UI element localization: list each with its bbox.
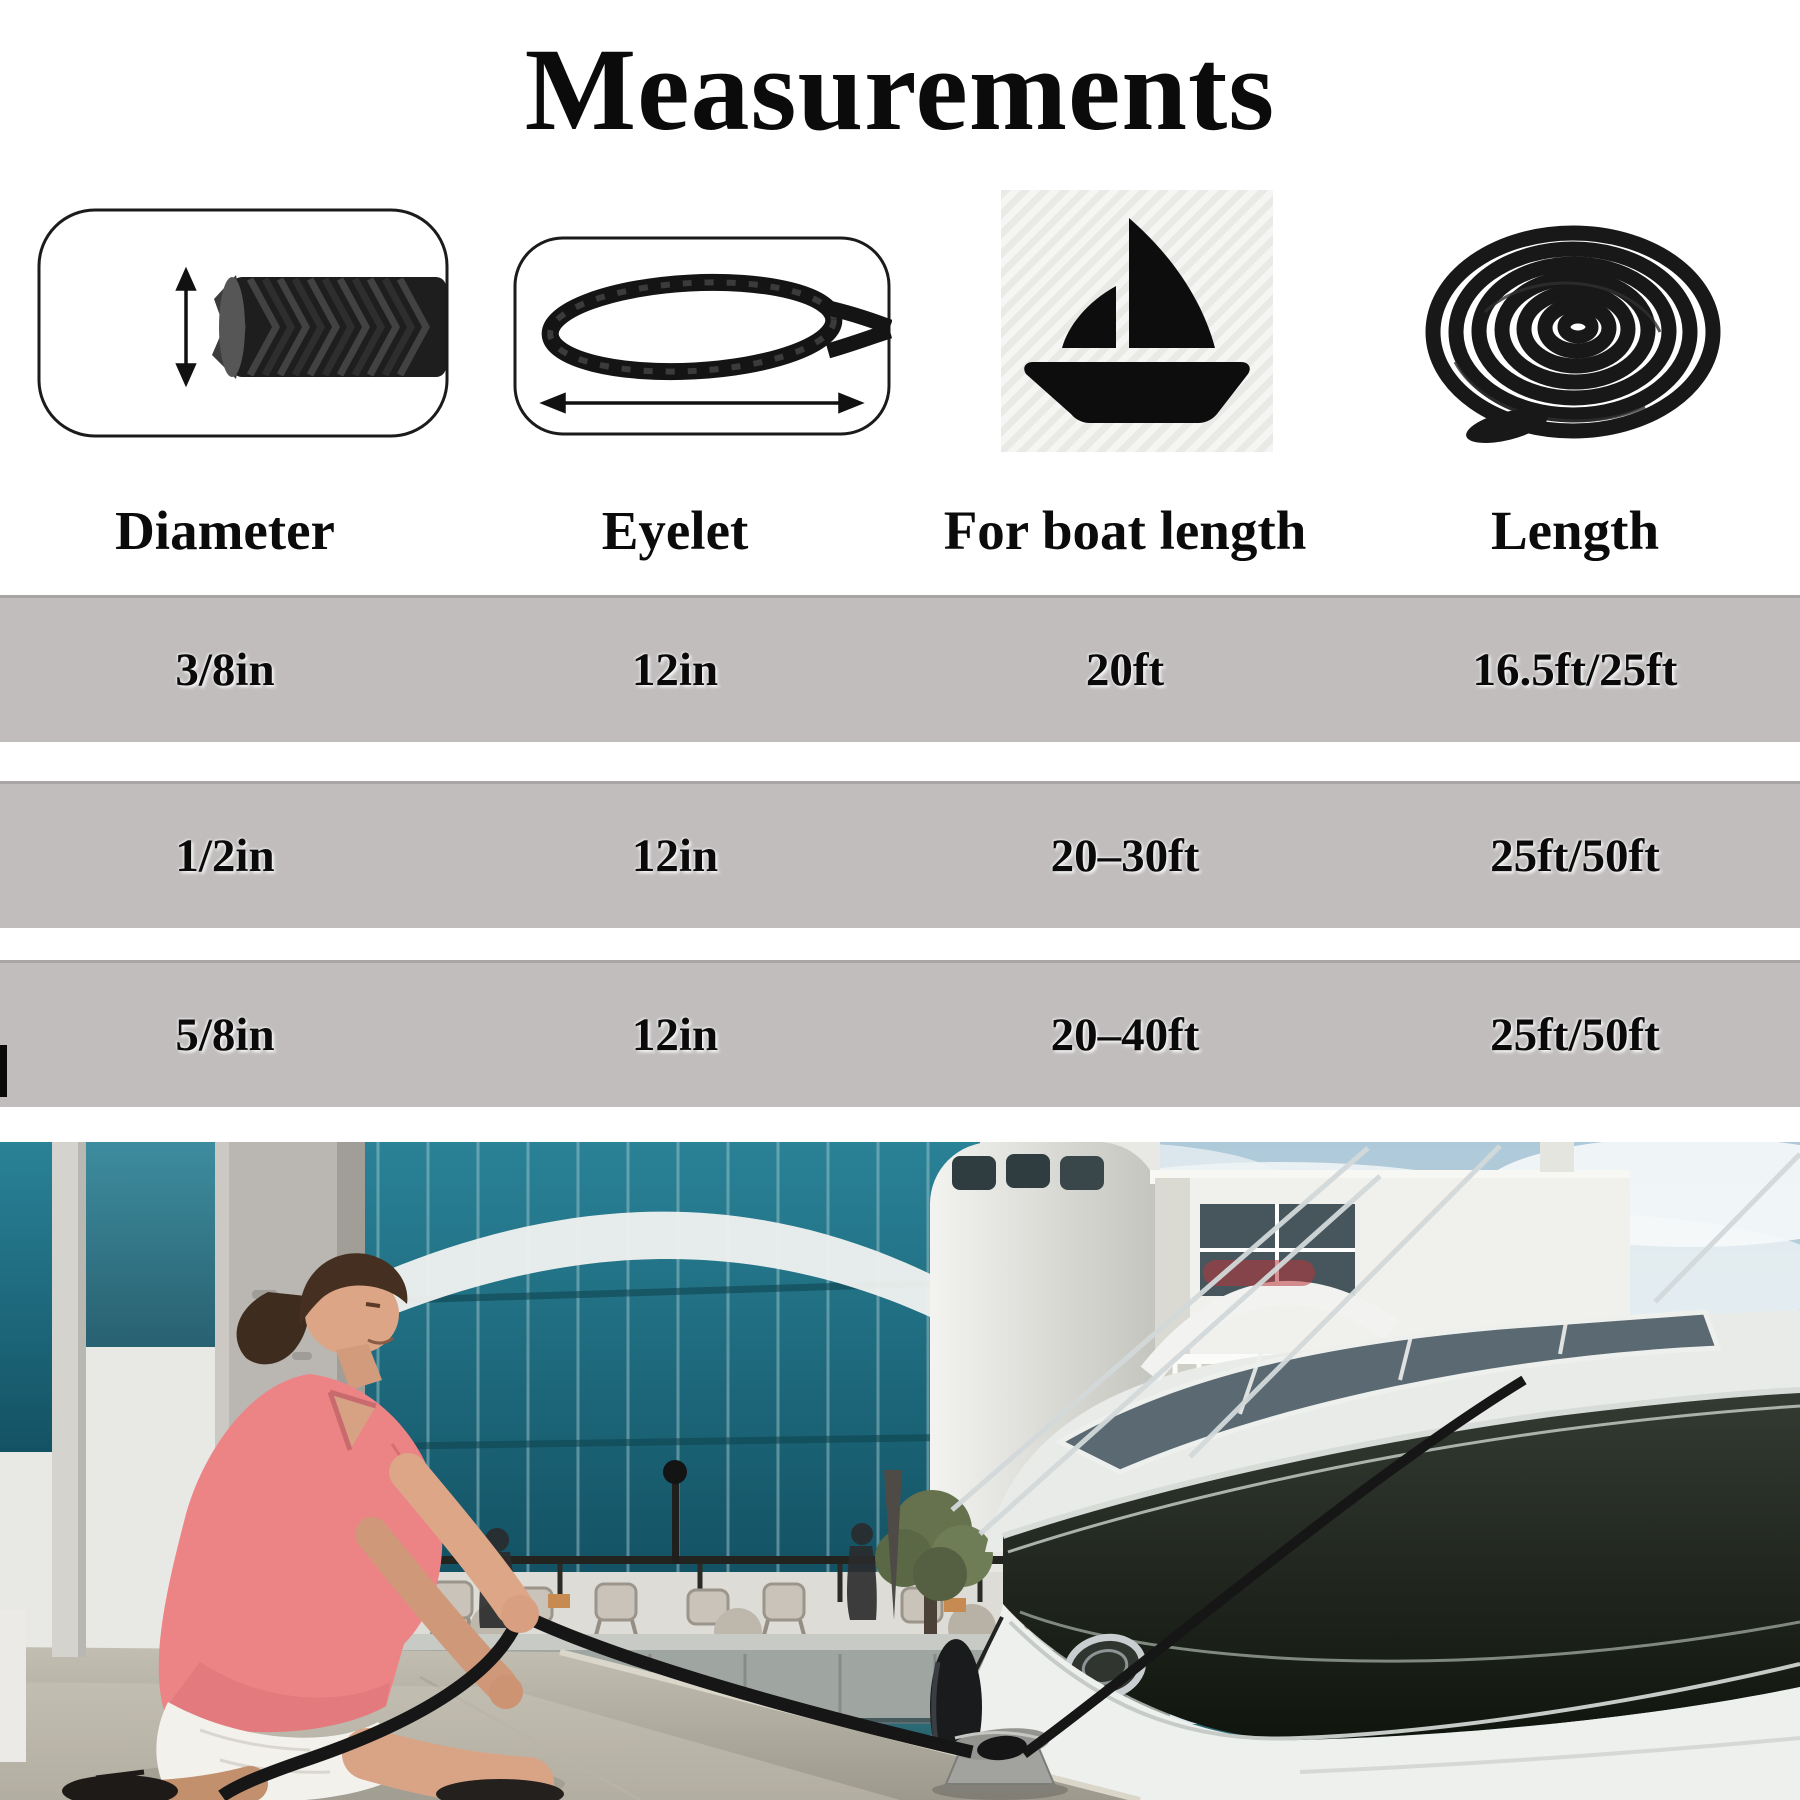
page-title: Measurements [524,24,1276,155]
rope-diameter-icon [36,207,450,439]
table-cell: 1/2in [175,830,275,882]
column-label-boat-length: For boat length [943,499,1307,561]
product-photo [0,1142,1800,1800]
column-label-eyelet: Eyelet [601,499,749,561]
column-labels [0,488,1800,572]
table-cell: 12in [631,644,719,696]
table-cell: 16.5ft/25ft [1472,644,1678,696]
hand [489,1675,523,1709]
thigh [368,1754,528,1783]
table-cell: 25ft/50ft [1490,1009,1660,1061]
table-cell: 12in [631,830,719,882]
table-cell: 12in [631,1009,719,1061]
rope-end-graphic [212,275,446,379]
coil-graphic [1433,233,1713,431]
sailboat-icon [1001,190,1273,452]
table-row [0,595,1800,742]
rope-eyelet-icon [512,235,892,437]
table-cell: 20–40ft [1050,1009,1200,1061]
table-cell: 20–30ft [1050,830,1200,882]
column-label-diameter: Diameter [115,499,335,561]
left-edge-artifact [0,1045,7,1097]
column-label-length: Length [1490,499,1660,561]
rope-coil-icon [1415,222,1725,457]
table-row [0,781,1800,928]
hand [501,1595,539,1633]
table-cell: 5/8in [175,1009,275,1061]
table-cell: 25ft/50ft [1490,830,1660,882]
table-row [0,960,1800,1107]
icons-row [0,185,1800,475]
table-cell: 20ft [1085,644,1165,696]
table-cell: 3/8in [175,644,275,696]
